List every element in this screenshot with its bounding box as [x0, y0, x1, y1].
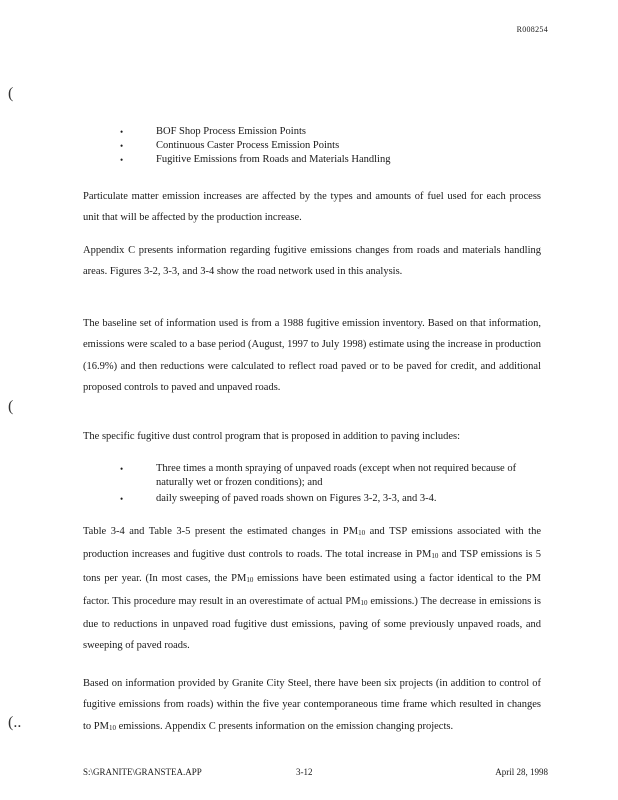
paragraph-emissions-tables: Table 3-4 and Table 3-5 present the estimated changes in $PM_{10}$ and TSP emissions associated with the production increases and fugitive dust controls to roads. The total increase in $PM_{10}$ and TSP emissions is 5 tons per year. (In most cases, the $PM_{10}$ emissions have been estimated using a factor identical to the PM factor. This procedure may result in an overestimate of actual $PM_{10}$ emissions.) The decrease in emissions is due to reductions in unpaved road fugitive dust emissions, paving of some previously unpaved roads, and sweeping of paved roads.	[83, 526, 542, 652]
bullet-icon: •	[120, 127, 124, 137]
bullet-text: Continuous Caster Process Emission Points	[156, 140, 340, 151]
bullet-icon: •	[120, 464, 124, 474]
document-id: R008254	[516, 25, 548, 34]
list-item	[120, 492, 520, 506]
footer-page-number: 3-12	[296, 767, 313, 777]
bullet-icon: •	[120, 141, 124, 151]
margin-mark: (	[8, 398, 14, 415]
control-bullet-list	[120, 462, 520, 506]
bullet-icon: •	[120, 155, 124, 165]
margin-mark: (..	[8, 714, 22, 731]
footer-date: April 28, 1998	[495, 767, 548, 777]
list-item	[120, 125, 550, 139]
list-item	[120, 153, 550, 167]
process-bullet-list	[120, 125, 550, 167]
list-item	[120, 139, 550, 153]
paragraph-fuel: Particulate matter emission increases are affected by the types and amounts of fuel used for each process unit that will be affected by the production increase.	[83, 191, 541, 224]
margin-mark: (	[8, 85, 14, 102]
paragraph-control-intro: The specific fugitive dust control program that is proposed in addition to paving includes:	[83, 431, 461, 442]
bullet-text: daily sweeping of paved roads shown on Figures 3-2, 3-3, and 3-4.	[156, 493, 437, 504]
paragraph-projects: Based on information provided by Granite City Steel, there have been six projects (in addition to control of fugitive emissions from roads) within the five year contemporaneous time frame which resulted in changes to $PM_{10}$ emissions. Appendix C presents information on the emission changing projects.	[83, 678, 541, 732]
paragraph-appendix-c: Appendix C presents information regarding fugitive emissions changes from roads and materials handling areas. Figures 3-2, 3-3, and 3-4 show the road network used in this analysis.	[83, 245, 541, 278]
bullet-text: BOF Shop Process Emission Points	[156, 126, 306, 137]
bullet-text: Fugitive Emissions from Roads and Materials Handling	[156, 154, 391, 165]
list-item	[120, 462, 520, 490]
footer-file-path: S:\GRANITE\GRANSTEA.APP	[83, 767, 202, 777]
bullet-icon: •	[120, 494, 124, 504]
bullet-text: Three times a month spraying of unpaved roads (except when not required because of naturally wet or frozen conditions); and	[156, 463, 517, 488]
paragraph-baseline: The baseline set of information used is from a 1988 fugitive emission inventory. Based on that information, emissions were scaled to a base period (August, 1997 to July 1998) estimate using the increase in production (16.9%) and then reductions were calculated to reflect road paved or to be paved for credit, and additional proposed controls to paved and unpaved roads.	[83, 318, 541, 393]
